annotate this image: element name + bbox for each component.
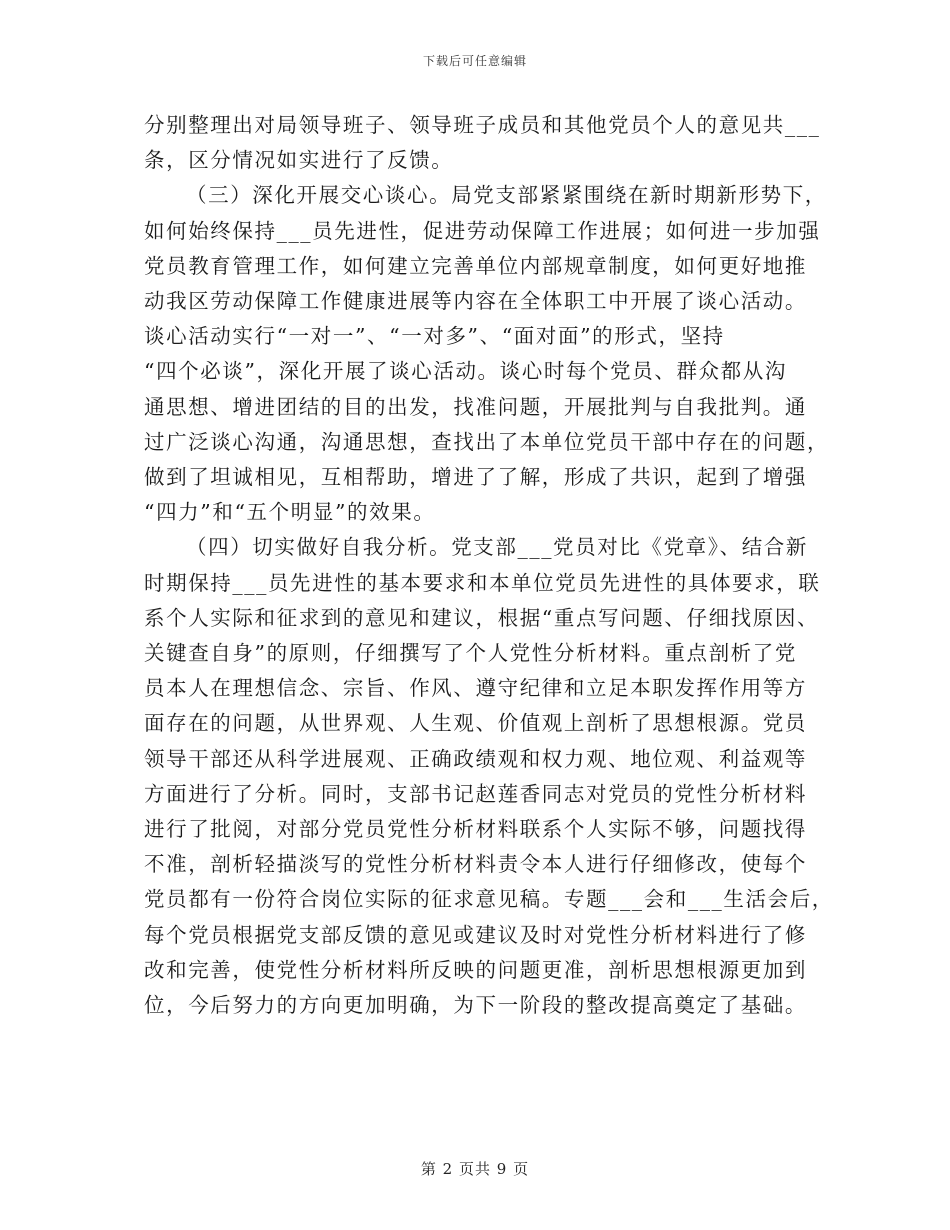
text-line: 系个人实际和征求到的意见和建议，根据“重点写问题、仔细找原因、 (144, 605, 820, 630)
page-header: 下载后可任意编辑 (422, 54, 527, 68)
text-line: 如何始终保持___员先进性，促进劳动保障工作进展；如何进一步加强 (144, 218, 821, 243)
text-line: 党员教育管理工作，如何建立完善单位内部规章制度，如何更好地推 (144, 253, 807, 278)
text-line: 不准，剖析轻描淡写的党性分析材料责令本人进行仔细修改，使每个 (144, 852, 807, 877)
text-line: 关键查自身”的原则，仔细撰写了个人党性分析材料。重点剖析了党 (144, 641, 797, 666)
text-line: “四个必谈”，深化开展了谈心活动。谈心时每个党员、群众都从沟 (144, 359, 787, 384)
text-line: 动我区劳动保障工作健康进展等内容在全体职工中开展了谈心活动。 (144, 289, 807, 314)
text-line: 做到了坦诚相见，互相帮助，增进了了解，形成了共识，起到了增强 (144, 465, 807, 490)
text-line: 方面进行了分析。同时，支部书记赵莲香同志对党员的党性分析材料 (144, 781, 807, 806)
paragraph-start-line: （三）深化开展交心谈心。局党支部紧紧围绕在新时期新形势下， (186, 183, 827, 208)
text-line: 面存在的问题，从世界观、人生观、价值观上剖析了思想根源。党员 (144, 711, 807, 736)
text-line: 过广泛谈心沟通，沟通思想，查找出了本单位党员干部中存在的问题， (144, 429, 830, 454)
text-line: 时期保持___员先进性的基本要求和本单位党员先进性的具体要求，联 (144, 570, 821, 595)
text-line: 员本人在理想信念、宗旨、作风、遵守纪律和立足本职发挥作用等方 (144, 676, 807, 701)
text-line: 每个党员根据党支部反馈的意见或建议及时对党性分析材料进行了修 (144, 922, 807, 947)
text-line: 分别整理出对局领导班子、领导班子成员和其他党员个人的意见共___ (144, 113, 821, 137)
text-line: 改和完善，使党性分析材料所反映的问题更准，剖析思想根源更加到 (144, 957, 807, 982)
text-line: “四力”和“五个明显”的效果。 (144, 500, 436, 525)
text-line: 谈心活动实行“一对一”、“一对多”、“面对面”的形式，坚持 (144, 324, 725, 349)
paragraph-start-line: （四）切实做好自我分析。党支部___党员对比《党章》、结合新 (186, 535, 808, 560)
page-number-footer: 第 2 页共 9 页 (420, 1160, 530, 1178)
text-line: 通思想、增进团结的目的出发，找准问题，开展批判与自我批判。通 (144, 394, 807, 419)
document-body (144, 108, 834, 1023)
text-line: 党员都有一份符合岗位实际的征求意见稿。专题___会和___生活会后， (144, 887, 834, 912)
text-line: 进行了批阅，对部分党员党性分析材料联系个人实际不够，问题找得 (144, 817, 807, 842)
text-line: 领导干部还从科学进展观、正确政绩观和权力观、地位观、利益观等 (144, 746, 807, 771)
text-line: 位，今后努力的方向更加明确，为下一阶段的整改提高奠定了基础。 (144, 993, 807, 1018)
text-line: 条，区分情况如实进行了反馈。 (144, 148, 454, 173)
